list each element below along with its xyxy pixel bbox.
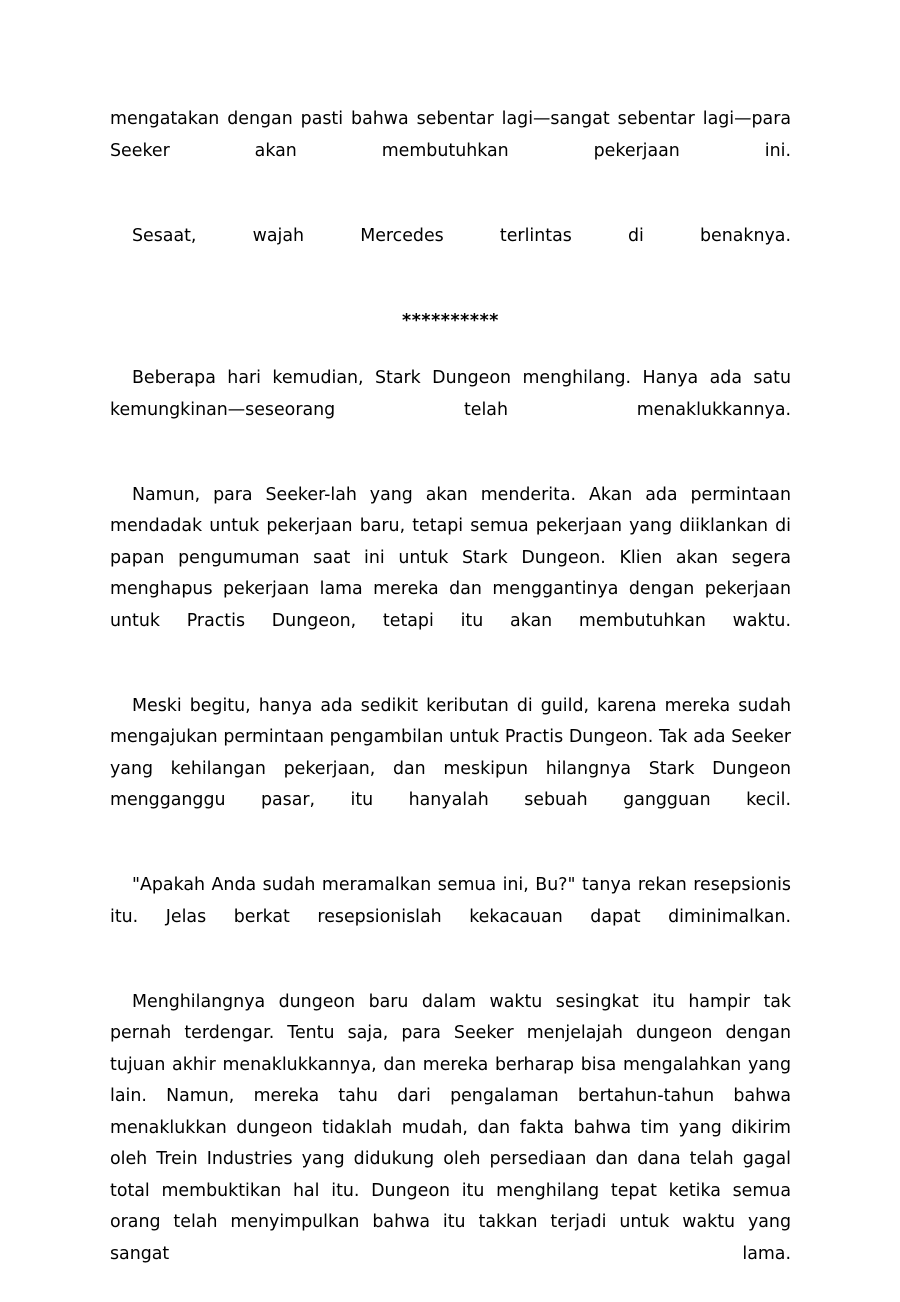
paragraph-continued: mengatakan dengan pasti bahwa sebentar lagi—sangat sebentar lagi—para Seeker akan membutuhkan pekerjaan ini. (110, 109, 791, 161)
scene-divider: ********** (402, 310, 499, 331)
paragraph-dialog-ramalan: "Apakah Anda sudah meramalkan semua ini, Bu?" tanya rekan resepsionis itu. Jelas berkat resepsionislah kekacauan dapat diminimalkan. (110, 875, 791, 927)
paragraph-menghilangnya-dungeon: Menghilangnya dungeon baru dalam waktu sesingkat itu hampir tak pernah terdengar. Tentu saja, para Seeker menjelajah dungeon dengan tujuan akhir menaklukkannya, dan mereka berharap bisa mengalahkan yang lain. Namun, mereka tahu dari pengalaman bertahun-tahun bahwa menaklukkan dungeon tidaklah mudah, dan fakta bahwa tim yang dikirim oleh Trein Industries yang didukung oleh persediaan dan dana telah gagal total membuktikan hal itu. Dungeon itu menghilang tepat ketika semua orang telah menyimpulkan bahwa itu takkan terjadi untuk waktu yang sangat lama. (110, 991, 791, 1264)
paragraph-mercedes: Sesaat, wajah Mercedes terlintas di benaknya. (132, 225, 791, 246)
document-text-body (110, 104, 791, 1302)
paragraph-keributan-guild: Meski begitu, hanya ada sedikit keributan di guild, karena mereka sudah mengajukan permintaan pengambilan untuk Practis Dungeon. Tak ada Seeker yang kehilangan pekerjaan, dan meskipun hilangnya Stark Dungeon mengganggu pasar, itu hanyalah sebuah gangguan kecil. (110, 695, 791, 810)
paragraph-stark-dungeon-hilang: Beberapa hari kemudian, Stark Dungeon menghilang. Hanya ada satu kemungkinan—seseorang telah menaklukkannya. (110, 368, 791, 420)
paragraph-seeker-menderita: Namun, para Seeker-lah yang akan menderita. Akan ada permintaan mendadak untuk pekerjaan baru, tetapi semua pekerjaan yang diiklankan di papan pengumuman saat ini untuk Stark Dungeon. Klien akan segera menghapus pekerjaan lama mereka dan menggantinya dengan pekerjaan untuk Practis Dungeon, tetapi itu akan membutuhkan waktu. (110, 484, 791, 631)
